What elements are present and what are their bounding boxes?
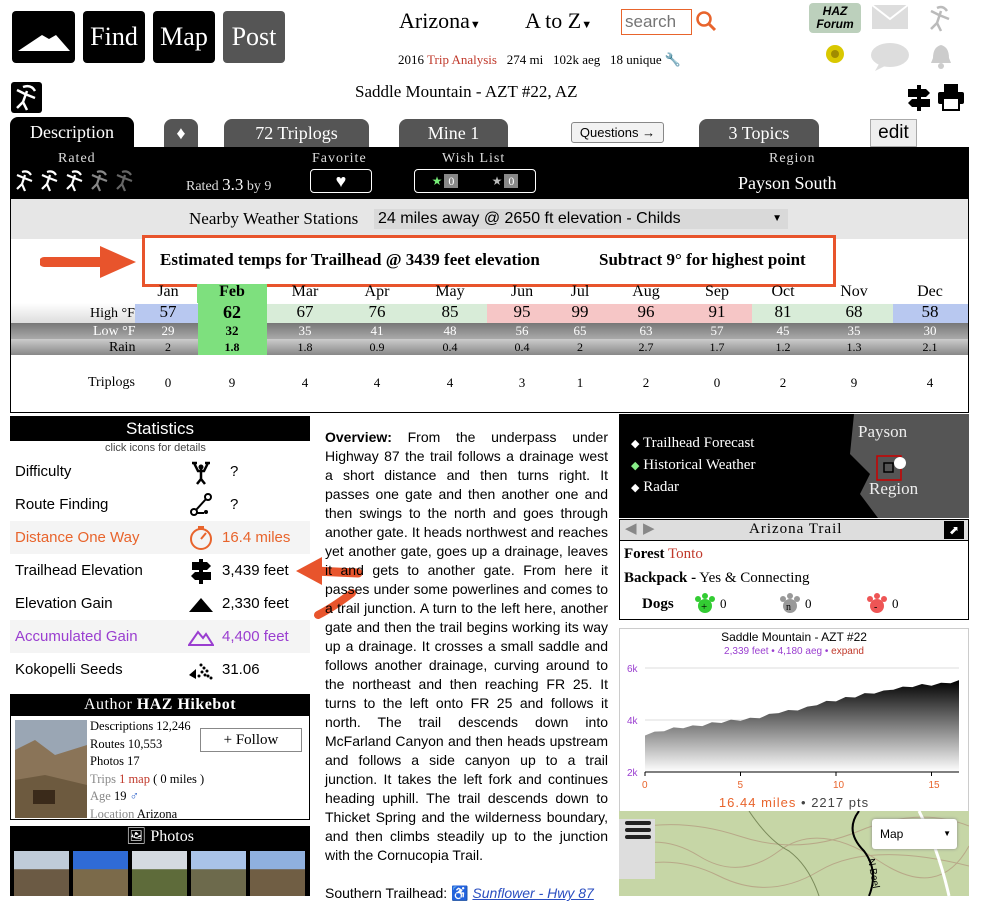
radar-link[interactable] — [631, 479, 679, 496]
historical-weather-link[interactable] — [631, 457, 755, 474]
haz-forum-button[interactable] — [809, 3, 861, 33]
x-tick-label: 10 — [832, 780, 845, 790]
rain-value: 0.9 — [369, 340, 385, 354]
heart-icon: ♥ — [335, 171, 347, 191]
high-temp-value: 58 — [921, 302, 939, 321]
kokopelli-rating-icon — [114, 169, 136, 193]
photo-thumb[interactable] — [132, 851, 187, 896]
mountain-logo-icon — [12, 11, 75, 63]
photo-thumb[interactable] — [73, 851, 128, 896]
chart-subtitle — [619, 646, 969, 657]
mail-icon[interactable] — [871, 4, 909, 30]
high-temp-value: 95 — [513, 302, 531, 321]
triplog-count: 4 — [446, 375, 454, 390]
star-icon: ★ — [491, 173, 503, 188]
high-temp-value: 91 — [708, 302, 726, 321]
x-tick-label: 5 — [737, 780, 744, 790]
stat-route-finding — [10, 488, 310, 521]
map-type-select[interactable] — [872, 819, 957, 849]
triplog-count: 2 — [779, 375, 787, 390]
stat-value: 31.06 — [222, 661, 260, 678]
stats-year: 2016 — [398, 52, 424, 67]
state-label: Arizona — [399, 8, 470, 33]
y-tick-label: 4k — [627, 716, 638, 727]
high-temp-value: 67 — [296, 302, 314, 321]
forest-link[interactable]: Tonto — [668, 546, 703, 562]
southern-label: Southern Trailhead: — [325, 885, 448, 901]
dog-green[interactable] — [694, 593, 727, 615]
month-label: May — [435, 283, 465, 300]
high-temp-value: 57 — [159, 302, 177, 321]
high-label: High °F — [90, 306, 135, 321]
paw-grey-icon — [779, 593, 801, 615]
link-label: Trailhead Forecast — [642, 435, 755, 451]
photo-icon: 🖼 — [126, 828, 147, 845]
month-label: Nov — [840, 283, 868, 300]
rain-value: 1.8 — [297, 340, 313, 354]
rated-value: 3.3 — [222, 175, 244, 194]
low-temp-value: 29 — [161, 323, 175, 338]
low-temp-value: 32 — [225, 323, 239, 338]
stat-label: Trailhead Elevation — [15, 562, 143, 579]
haz-logo[interactable] — [12, 11, 75, 63]
svg-text:-: - — [874, 602, 878, 613]
high-temp-value: 62 — [223, 302, 241, 322]
low-temp-value: 45 — [776, 323, 790, 338]
dog-red[interactable] — [866, 593, 899, 615]
y-tick-label: 2k — [627, 768, 638, 779]
triplog-count: 2 — [642, 375, 650, 390]
atoz-label: A to Z — [525, 8, 582, 33]
tab-topics[interactable]: 3 Topics — [699, 119, 819, 148]
low-label: Low °F — [93, 324, 136, 339]
male-icon: ♂ — [129, 789, 139, 803]
author-photo[interactable] — [15, 720, 87, 818]
forest-row — [624, 546, 703, 563]
post-button[interactable]: Post — [223, 11, 285, 63]
next-icon[interactable]: ▶ — [643, 521, 655, 537]
rain-value: 1.7 — [709, 340, 725, 354]
sunflower-icon[interactable] — [821, 40, 849, 70]
find-button[interactable]: Find — [83, 11, 145, 63]
rated-label: Rated — [58, 151, 96, 166]
month-label: Jan — [157, 283, 179, 300]
month-label: Jun — [510, 283, 534, 300]
stat-kokopelli-seeds — [10, 653, 310, 686]
mountain-icon[interactable] — [188, 591, 214, 617]
month-label: Feb — [219, 283, 245, 300]
signpost-icon[interactable] — [188, 558, 214, 584]
rating-icons[interactable] — [14, 169, 136, 193]
wish-count-2: 0 — [504, 174, 518, 188]
region-label: Region — [769, 151, 816, 166]
stat-label: Route Finding — [15, 496, 109, 513]
photo-thumb[interactable] — [14, 851, 69, 896]
author-header — [10, 694, 310, 716]
southern-trailhead — [325, 885, 594, 902]
trips-num[interactable]: 1 — [119, 771, 126, 786]
atoz-dropdown[interactable] — [525, 8, 592, 34]
chart-subtitle-text: 2,339 feet • 4,180 aeg • — [724, 646, 829, 657]
rain-value: 2.1 — [922, 340, 938, 354]
stat-value: 4,400 feet — [222, 628, 289, 645]
prev-icon[interactable]: ◀ — [625, 521, 637, 537]
region-link[interactable]: Payson South — [738, 173, 837, 193]
caret-down-icon: ▼ — [581, 19, 593, 31]
y-tick-label: 6k — [627, 664, 638, 675]
diamond-icon: ◆ — [631, 460, 640, 472]
caret-down-icon: ▼ — [943, 829, 951, 838]
overview-heading: Overview: — [325, 429, 392, 445]
trip-analysis-link[interactable]: Trip Analysis — [427, 52, 497, 67]
nearby-weather-label: Nearby Weather Stations — [189, 209, 359, 228]
kokopelli-rating-icon — [39, 169, 61, 193]
wish-count-1: 0 — [444, 174, 458, 188]
chart-points: • 2217 pts — [801, 795, 870, 810]
low-temp-value: 63 — [639, 323, 653, 338]
high-temp-value: 76 — [368, 302, 386, 321]
stats-unique: 18 unique — [610, 52, 662, 67]
map-type-value: Map — [880, 827, 904, 841]
low-temp-value: 30 — [923, 323, 937, 338]
route-finding-icon[interactable] — [188, 492, 214, 518]
author-age — [90, 788, 204, 806]
forum-label-1: HAZ — [822, 4, 848, 18]
low-temp-value: 56 — [515, 323, 529, 338]
author-routes: Routes 10,553 — [90, 736, 163, 751]
caret-down-icon: ▼ — [772, 213, 782, 224]
search-input[interactable] — [621, 9, 692, 35]
rain-value: 1.8 — [224, 340, 240, 354]
x-tick-label: 0 — [642, 780, 648, 790]
caret-down-icon: ▼ — [469, 19, 481, 31]
high-temp-value: 99 — [571, 302, 589, 321]
user-stats — [398, 52, 681, 68]
high-temp-value: 68 — [845, 302, 863, 321]
month-label: Sep — [705, 283, 729, 300]
map-button[interactable]: Map — [153, 11, 215, 63]
month-label: Aug — [632, 283, 660, 300]
rain-value: 2 — [165, 340, 171, 354]
triplog-count: 0 — [164, 375, 172, 390]
hiker-icon: ♿ — [451, 885, 469, 901]
high-temp-value: 96 — [637, 302, 655, 321]
az-trail-title[interactable]: Arizona Trail — [749, 521, 843, 537]
statistics-hint: click icons for details — [105, 442, 206, 454]
paw-red-icon — [866, 593, 888, 615]
wish-star-green[interactable] — [432, 174, 459, 189]
low-temp-value: 65 — [573, 323, 587, 338]
high-temp-value: 81 — [774, 302, 792, 321]
author-stats — [90, 718, 204, 823]
link-label: Historical Weather — [643, 457, 756, 473]
triplog-count: 3 — [518, 375, 526, 390]
photo-thumb[interactable] — [191, 851, 246, 896]
stat-difficulty — [10, 455, 310, 488]
menu-icon[interactable] — [625, 818, 651, 844]
month-label: Mar — [291, 283, 319, 300]
southern-link[interactable]: Sunflower - Hwy 87 — [472, 885, 594, 901]
stats-aeg: 102k aeg — [552, 52, 601, 67]
tab-diamond[interactable]: ♦ — [164, 119, 198, 148]
overview-body: From the underpass under Highway 87 the trail follows a drainage west a short distance and then turns right. It passes one gate and then another one and then swings to the north and goes through another gate. It heads northwest and reaches yet another gate, goes up a drainage, leaves it and gets to another gate. From here it passes under some powerlines and comes to a trail junction. A turn to the left here, another gate and then the trail begins working its way up a drainage. It crosses a small saddle and follows another drainage, curving around to the northeast and then reaching FR 25. It turns to the left onto FR 25 and follows it north. The trail descends down into McFarland Canyon and then heads upstream and follows a side canyon up to a trail junction. It takes the left fork and continues heading uphill. The trail descends down to Thicket Spring and the wilderness boundary, and then climbs steadily up to the junction with the Cornucopia Trail. — [325, 429, 608, 863]
star-icon: ★ — [431, 173, 443, 188]
month-label: Jul — [570, 283, 590, 300]
low-temp-value: 41 — [370, 323, 384, 338]
triplog-count: 0 — [713, 375, 721, 390]
kokopelli-rating-icon — [89, 169, 111, 193]
state-dropdown[interactable] — [399, 8, 481, 34]
chart-distance — [619, 795, 969, 810]
dog-count: 0 — [720, 596, 727, 611]
favorite-button[interactable] — [310, 169, 372, 193]
subtract-text: Subtract 9° for highest point — [599, 250, 806, 269]
rating-bar — [10, 147, 969, 199]
low-temp-value: 35 — [847, 323, 861, 338]
triplogs-label: Triplogs — [88, 375, 135, 390]
stat-value: 2,330 feet — [222, 595, 289, 612]
stat-value: 3,439 feet — [222, 562, 289, 579]
stat-accumulated-gain — [10, 620, 310, 653]
location-value: Arizona — [136, 806, 178, 821]
backpack-value: Yes & Connecting — [699, 570, 810, 586]
search-icon[interactable] — [695, 10, 717, 32]
road-label: N Beel — [864, 857, 882, 890]
stat-label: Accumulated Gain — [15, 628, 138, 645]
rain-value: 2.7 — [638, 340, 654, 354]
rated-by: by 9 — [246, 179, 272, 194]
dogs-label: Dogs — [642, 596, 674, 612]
trips-prefix: Trips — [90, 771, 116, 786]
stat-value: 16.4 miles — [222, 529, 291, 546]
bell-icon[interactable] — [929, 42, 953, 70]
wish-star-grey[interactable] — [492, 174, 519, 189]
svg-text:+: + — [701, 601, 708, 613]
author-prefix: Author — [83, 696, 133, 713]
age-prefix: Age — [90, 789, 111, 803]
wrench-icon[interactable]: 🔧 — [664, 52, 682, 67]
statistics-header: Statistics — [10, 416, 310, 441]
stat-value: ? — [230, 496, 239, 513]
weather-station-value: 24 miles away @ 2650 ft elevation - Childs — [378, 210, 681, 227]
kokopelli-icon[interactable] — [927, 3, 955, 33]
rated-text: Rated — [186, 179, 219, 194]
tab-description[interactable]: Description — [10, 117, 134, 148]
author-location — [90, 806, 204, 824]
photos-header — [10, 826, 310, 848]
author-descriptions: Descriptions 12,246 — [90, 719, 191, 733]
chart-expand-link[interactable]: expand — [831, 646, 864, 657]
stat-value: ? — [230, 463, 239, 480]
low-temp-value: 48 — [443, 323, 457, 338]
high-temp-value: 85 — [441, 302, 459, 321]
rain-value: 0.4 — [514, 340, 530, 354]
forum-label-2: Forum — [816, 17, 854, 31]
overview-text — [325, 428, 608, 865]
favorite-label: Favorite — [312, 151, 367, 166]
annotation-arrow-icon — [40, 242, 140, 282]
map-town-label: Payson — [858, 422, 908, 441]
wishlist-buttons[interactable] — [414, 169, 536, 193]
stat-label: Elevation Gain — [15, 595, 113, 612]
rain-label: Rain — [109, 340, 136, 355]
stat-label: Difficulty — [15, 463, 72, 480]
stats-miles: 274 mi — [506, 52, 544, 67]
rain-value: 1.2 — [775, 340, 791, 354]
month-label: Apr — [364, 283, 390, 300]
rain-value: 0.4 — [442, 340, 458, 354]
author-photos: Photos 17 — [90, 754, 140, 768]
dog-count: 0 — [805, 596, 812, 611]
questions-button[interactable]: Questions → — [571, 122, 664, 143]
link-label: Radar — [643, 479, 680, 495]
distance-gauge-icon[interactable] — [188, 525, 214, 551]
elevation-chart[interactable] — [619, 660, 969, 790]
stat-elevation-gain — [10, 587, 310, 620]
stat-label: Kokopelli Seeds — [15, 661, 123, 678]
estimated-temps-text: Estimated temps for Trailhead @ 3439 feet elevation — [160, 250, 540, 269]
tab-triplogs[interactable]: 72 Triplogs — [224, 119, 369, 148]
paw-green-icon — [694, 593, 716, 615]
signpost-icon[interactable] — [906, 83, 932, 111]
seeds-icon[interactable] — [188, 657, 214, 683]
hikebot-avatar-icon[interactable] — [11, 82, 42, 113]
photos-title: Photos — [150, 828, 194, 845]
elevation-area — [645, 680, 959, 772]
author-trips — [90, 771, 204, 789]
stat-label: Distance One Way — [15, 529, 140, 546]
trips-map-link[interactable]: map — [128, 771, 150, 786]
weather-station-select[interactable] — [374, 209, 788, 229]
backpack-label: Backpack - — [624, 570, 697, 586]
stat-trailhead-elevation — [10, 554, 310, 587]
photos-strip — [10, 848, 310, 896]
map-region-label: Region — [869, 479, 919, 498]
kokopelli-rating-icon — [64, 169, 86, 193]
printer-icon[interactable] — [936, 83, 966, 111]
rain-value: 2 — [577, 340, 583, 354]
diamond-icon: ◆ — [631, 438, 640, 450]
tab-mine[interactable]: Mine 1 — [399, 119, 508, 148]
chart-title: Saddle Mountain - AZT #22 — [721, 630, 867, 644]
triplog-count: 9 — [850, 375, 858, 390]
location-prefix: Location — [90, 806, 135, 821]
low-temp-value: 35 — [298, 323, 312, 338]
chat-icon[interactable] — [869, 42, 911, 72]
triplog-count: 1 — [576, 375, 584, 390]
rated-summary — [186, 175, 271, 195]
trailhead-forecast-link[interactable] — [631, 435, 754, 452]
wishlist-label: Wish List — [442, 151, 506, 166]
kokopelli-rating-icon — [14, 169, 36, 193]
external-link-icon[interactable]: ⬈ — [944, 521, 964, 539]
backpack-row — [624, 570, 809, 587]
low-temp-value: 57 — [710, 323, 724, 338]
edit-button[interactable]: edit — [870, 119, 917, 147]
diamond-icon: ◆ — [631, 482, 640, 494]
age-value: 19 — [113, 789, 127, 803]
chart-distance-value: 16.44 miles — [718, 795, 797, 810]
x-tick-label: 15 — [928, 780, 940, 790]
month-label: Oct — [771, 283, 795, 300]
triplog-count: 4 — [301, 375, 309, 390]
dog-count: 0 — [892, 596, 899, 611]
month-label: Dec — [917, 283, 943, 300]
mountain-outline-icon[interactable] — [188, 624, 214, 650]
forest-label: Forest — [624, 546, 665, 562]
difficulty-icon[interactable] — [188, 459, 214, 485]
dog-grey[interactable] — [779, 593, 812, 615]
photo-thumb[interactable] — [250, 851, 305, 896]
triplog-count: 4 — [373, 375, 381, 390]
author-name[interactable]: HAZ Hikebot — [136, 696, 237, 713]
svg-text:n: n — [786, 602, 791, 613]
trips-miles: ( 0 miles ) — [153, 771, 205, 786]
rain-value: 1.3 — [846, 340, 862, 354]
follow-button[interactable]: + Follow — [200, 728, 302, 752]
triplog-count: 9 — [228, 375, 236, 390]
page-title: Saddle Mountain - AZT #22, AZ — [355, 82, 578, 101]
triplog-count: 4 — [926, 375, 934, 390]
stat-distance — [10, 521, 310, 554]
